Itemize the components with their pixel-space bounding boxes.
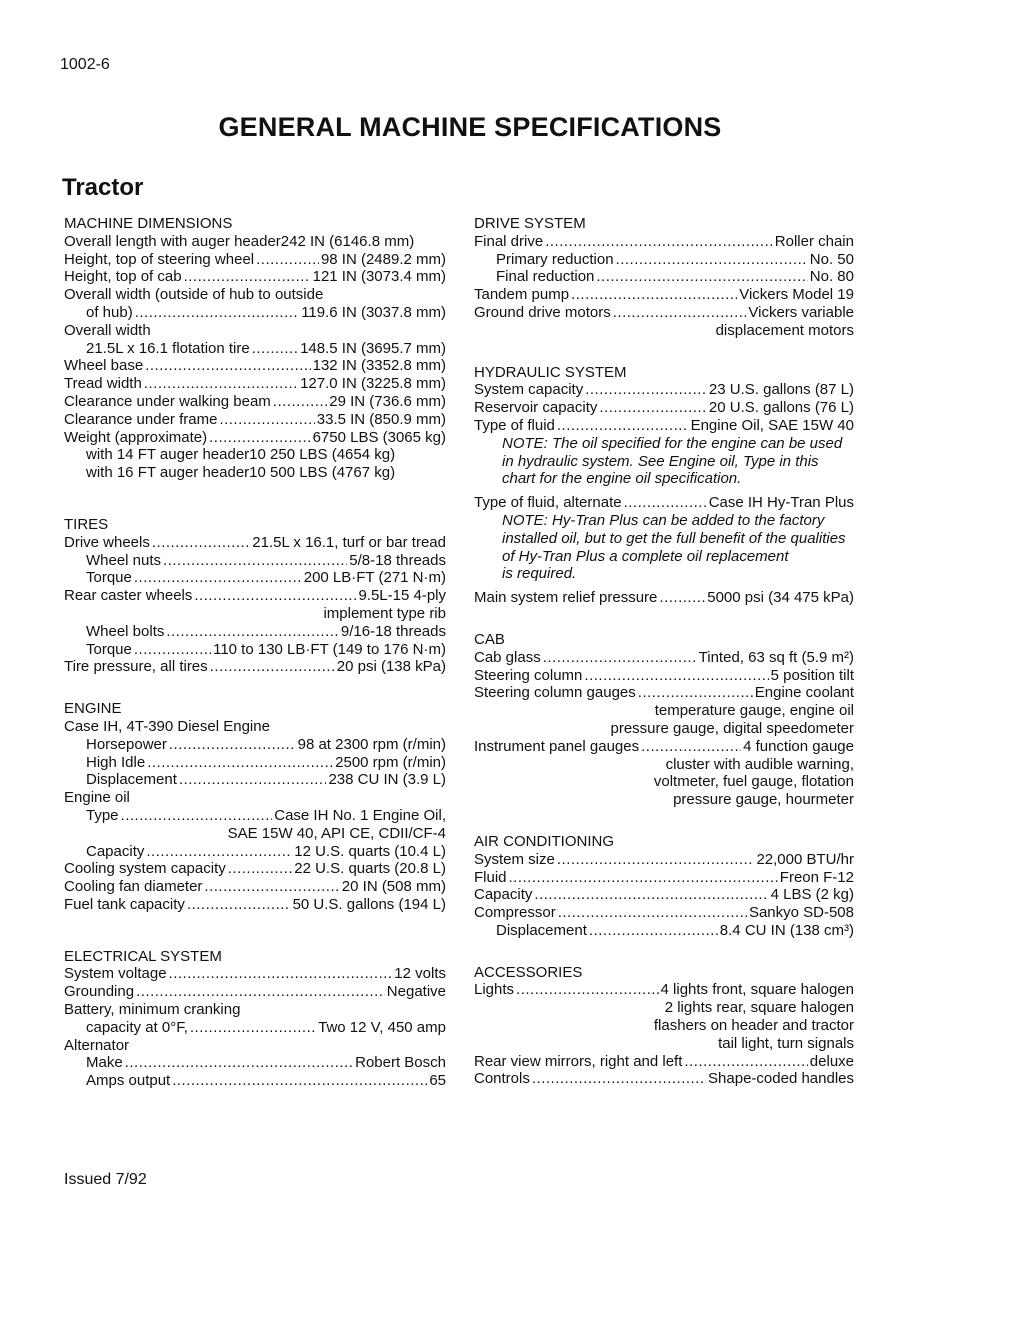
- spec-label: High Idle: [86, 753, 146, 771]
- spec-row: [64, 807, 446, 825]
- spec-label: Rear view mirrors, right and left: [474, 1052, 683, 1070]
- spec-label: Fuel tank capacity: [64, 895, 185, 913]
- spec-row: [64, 429, 446, 447]
- spec-row: [474, 886, 854, 904]
- spec-row: [474, 589, 854, 607]
- spec-value: 132 IN (3352.8 mm): [312, 357, 446, 375]
- spec-value: 22 U.S. quarts (20.8 L): [294, 860, 446, 878]
- spec-label: Final reduction: [496, 268, 595, 286]
- spec-row: [474, 851, 854, 869]
- spec-label: Grounding: [64, 983, 135, 1001]
- spec-value: 5 position tilt: [770, 666, 854, 684]
- spec-value: Vickers variable: [748, 303, 854, 321]
- spec-value: 65: [429, 1072, 446, 1090]
- spec-label: Displacement: [86, 771, 177, 789]
- spec-continuation: tail light, turn signals: [718, 1034, 854, 1052]
- spec-continuation: temperature gauge, engine oil: [654, 702, 854, 720]
- electrical-heading: ELECTRICAL SYSTEM: [64, 947, 222, 965]
- spec-row: [64, 658, 446, 676]
- spec-row: [64, 736, 446, 754]
- spec-line: with 16 FT auger header10 500 LBS (4767 kg): [86, 464, 396, 482]
- hydraulic-note: chart for the engine oil specification.: [502, 470, 742, 488]
- issued-date: Issued 7/92: [64, 1171, 147, 1188]
- spec-line: Overall width (outside of hub to outside: [64, 286, 324, 304]
- spec-row: [64, 411, 446, 429]
- spec-row: [64, 754, 446, 772]
- spec-value: Engine Oil, SAE 15W 40: [690, 416, 854, 434]
- spec-row: [64, 641, 446, 659]
- spec-row: [64, 534, 446, 552]
- spec-value: 29 IN (736.6 mm): [329, 392, 446, 410]
- spec-label: Fluid: [474, 868, 507, 886]
- spec-row: [474, 904, 854, 922]
- spec-value: deluxe: [809, 1052, 854, 1070]
- drive-system-heading: DRIVE SYSTEM: [474, 215, 586, 232]
- spec-value: 23 U.S. gallons (87 L): [708, 381, 854, 399]
- spec-label: Wheel bolts: [86, 622, 165, 640]
- spec-value: 4 lights front, square halogen: [660, 981, 854, 999]
- spec-value: 12 U.S. quarts (10.4 L): [294, 842, 446, 860]
- spec-row: [474, 304, 854, 322]
- spec-label: Cooling system capacity: [64, 860, 226, 878]
- spec-value: 6750 LBS (3065 kg): [312, 428, 446, 446]
- spec-label: Reservoir capacity: [474, 399, 598, 417]
- spec-label: Rear caster wheels: [64, 587, 193, 605]
- spec-value: 4 LBS (2 kg): [770, 886, 854, 904]
- spec-label: Final drive: [474, 232, 544, 250]
- spec-label: System voltage: [64, 965, 167, 983]
- hydraulic-heading: HYDRAULIC SYSTEM: [474, 363, 627, 381]
- spec-line: Alternator: [64, 1036, 130, 1054]
- spec-label: Ground drive motors: [474, 303, 611, 321]
- spec-value: 110 to 130 LB·FT (149 to 176 N·m): [213, 640, 446, 658]
- spec-continuation: 2 lights rear, square halogen: [664, 999, 854, 1017]
- tires-heading: TIRES: [64, 515, 109, 533]
- hydraulic-note: NOTE: Hy-Tran Plus can be added to the factory: [502, 511, 825, 529]
- spec-label: Clearance under walking beam: [64, 392, 271, 410]
- spec-row: [474, 494, 854, 512]
- spec-label: Type of fluid, alternate: [474, 494, 622, 512]
- spec-label: Torque: [86, 640, 132, 658]
- spec-row: [64, 375, 446, 393]
- spec-continuation: flashers on header and tractor: [653, 1017, 854, 1035]
- spec-line: Overall width: [64, 321, 151, 339]
- spec-label: of hub): [86, 303, 133, 321]
- spec-row: [474, 649, 854, 667]
- spec-row: [64, 983, 446, 1001]
- spec-row: [64, 393, 446, 411]
- spec-row: [474, 684, 854, 702]
- spec-row: [474, 286, 854, 304]
- spec-continuation: pressure gauge, digital speedometer: [610, 719, 854, 737]
- spec-value: 8.4 CU IN (138 cm³): [719, 921, 854, 939]
- spec-row: [474, 1053, 854, 1071]
- spec-label: Weight (approximate): [64, 428, 208, 446]
- machine-dimensions-heading: MACHINE DIMENSIONS: [64, 215, 233, 232]
- spec-row: [474, 251, 854, 269]
- spec-row: [64, 1054, 446, 1072]
- spec-label: Steering column: [474, 666, 583, 684]
- spec-label: Cooling fan diameter: [64, 878, 203, 896]
- spec-line: Case IH, 4T-390 Diesel Engine: [64, 717, 270, 735]
- spec-value: Freon F-12: [779, 868, 854, 886]
- spec-line: Engine oil: [64, 789, 130, 807]
- spec-row: [64, 569, 446, 587]
- spec-row: [474, 381, 854, 399]
- spec-row: [64, 251, 446, 269]
- spec-label: Wheel base: [64, 357, 144, 375]
- spec-label: 21.5L x 16.1 flotation tire: [86, 339, 250, 357]
- spec-label: Make: [86, 1054, 123, 1072]
- spec-value: 5/8-18 threads: [349, 551, 446, 569]
- spec-label: Lights: [474, 981, 515, 999]
- spec-row: [474, 417, 854, 435]
- engine-heading: ENGINE: [64, 700, 122, 718]
- spec-label: Tread width: [64, 375, 142, 393]
- page-number: 1002-6: [60, 56, 110, 73]
- spec-row: [64, 587, 446, 605]
- spec-value: 9/16-18 threads: [340, 622, 446, 640]
- spec-label: Torque: [86, 569, 132, 587]
- spec-label: capacity at 0°F,: [86, 1018, 188, 1036]
- spec-value: 5000 psi (34 475 kPa): [707, 589, 854, 607]
- spec-value: No. 80: [809, 268, 854, 286]
- spec-row: [474, 1070, 854, 1088]
- spec-continuation: displacement motors: [715, 321, 854, 339]
- spec-row: [64, 896, 446, 914]
- spec-label: Clearance under frame: [64, 410, 218, 428]
- spec-value: 98 at 2300 rpm (r/min): [297, 735, 446, 753]
- spec-value: 21.5L x 16.1, turf or bar tread: [252, 533, 446, 551]
- spec-value: Tinted, 63 sq ft (5.9 m²): [698, 648, 854, 666]
- right-column: [474, 215, 854, 1088]
- spec-row: [64, 878, 446, 896]
- spec-row: [64, 340, 446, 358]
- spec-row: [64, 623, 446, 641]
- spec-row: [64, 268, 446, 286]
- spec-value: 119.6 IN (3037.8 mm): [301, 303, 446, 321]
- spec-row: [474, 268, 854, 286]
- spec-label: Main system relief pressure: [474, 589, 658, 607]
- spec-continuation: SAE 15W 40, API CE, CDII/CF-4: [227, 824, 446, 842]
- spec-label: Type of fluid: [474, 416, 555, 434]
- spec-value: 238 CU IN (3.9 L): [328, 771, 446, 789]
- spec-continuation: cluster with audible warning,: [665, 755, 854, 773]
- spec-row: [474, 233, 854, 251]
- spec-value: Roller chain: [774, 232, 854, 250]
- spec-label: Cab glass: [474, 648, 541, 666]
- spec-row: [64, 860, 446, 878]
- spec-row: [474, 922, 854, 940]
- spec-row: [64, 1072, 446, 1090]
- spec-line: Battery, minimum cranking: [64, 1001, 241, 1019]
- spec-value: 9.5L-15 4-ply: [358, 587, 446, 605]
- spec-value: 127.0 IN (3225.8 mm): [300, 375, 446, 393]
- spec-label: Controls: [474, 1070, 530, 1088]
- spec-value: Two 12 V, 450 amp: [318, 1018, 446, 1036]
- spec-label: Tire pressure, all tires: [64, 658, 208, 676]
- spec-continuation: voltmeter, fuel gauge, flotation: [653, 773, 854, 791]
- spec-row: [64, 843, 446, 861]
- spec-label: Type: [86, 806, 119, 824]
- hydraulic-note: installed oil, but to get the full benefit of the qualities: [502, 529, 846, 547]
- spec-value: 12 volts: [394, 965, 446, 983]
- spec-continuation: implement type rib: [323, 604, 446, 622]
- spec-value: 50 U.S. gallons (194 L): [292, 895, 446, 913]
- spec-label: Wheel nuts: [86, 551, 162, 569]
- spec-row: [474, 738, 854, 756]
- spec-label: Height, top of steering wheel: [64, 250, 255, 268]
- air-conditioning-heading: AIR CONDITIONING: [474, 832, 615, 850]
- spec-value: Vickers Model 19: [739, 286, 854, 304]
- spec-row: [64, 357, 446, 375]
- spec-value: Case IH No. 1 Engine Oil,: [274, 806, 446, 824]
- spec-value: 148.5 IN (3695.7 mm): [300, 339, 446, 357]
- hydraulic-note: is required.: [502, 565, 577, 583]
- spec-line: with 14 FT auger header10 250 LBS (4654 kg): [86, 446, 396, 464]
- hydraulic-note: of Hy-Tran Plus a complete oil replacement: [502, 547, 789, 565]
- spec-row: [64, 1019, 446, 1037]
- spec-row: [474, 981, 854, 999]
- hydraulic-note: in hydraulic system. See Engine oil, Type in this: [502, 452, 819, 470]
- spec-row: [474, 399, 854, 417]
- spec-value: 121 IN (3073.4 mm): [312, 268, 446, 286]
- spec-row: [474, 869, 854, 887]
- spec-label: Horsepower: [86, 735, 167, 753]
- spec-value: 20 IN (508 mm): [341, 878, 446, 896]
- spec-value: 200 LB·FT (271 N·m): [303, 569, 446, 587]
- spec-label: Displacement: [496, 921, 587, 939]
- spec-label: Primary reduction: [496, 250, 614, 268]
- spec-row: [64, 771, 446, 789]
- spec-value: 2500 rpm (r/min): [335, 753, 446, 771]
- spec-value: No. 50: [809, 250, 854, 268]
- spec-label: Compressor: [474, 904, 556, 922]
- spec-label: Steering column gauges: [474, 684, 636, 702]
- spec-value: 22,000 BTU/hr: [756, 850, 854, 868]
- spec-value: 20 psi (138 kPa): [336, 658, 446, 676]
- spec-value: 20 U.S. gallons (76 L): [708, 399, 854, 417]
- left-column: [64, 215, 446, 1090]
- spec-row: [474, 667, 854, 685]
- spec-value: Negative: [386, 983, 446, 1001]
- spec-line: Overall length with auger header242 IN (6146.8 mm): [64, 232, 415, 250]
- spec-value: Case IH Hy-Tran Plus: [708, 494, 854, 512]
- spec-label: Capacity: [86, 842, 145, 860]
- spec-value: 4 function gauge: [743, 737, 854, 755]
- spec-row: [64, 552, 446, 570]
- cab-heading: CAB: [474, 630, 505, 648]
- spec-value: Shape-coded handles: [708, 1070, 854, 1088]
- accessories-heading: ACCESSORIES: [474, 963, 583, 981]
- hydraulic-note: NOTE: The oil specified for the engine can be used: [502, 434, 843, 452]
- section-title: Tractor: [62, 174, 144, 201]
- spec-label: Drive wheels: [64, 533, 150, 551]
- spec-continuation: pressure gauge, hourmeter: [673, 791, 854, 809]
- spec-label: Capacity: [474, 886, 533, 904]
- spec-label: Tandem pump: [474, 286, 570, 304]
- spec-row: [64, 304, 446, 322]
- spec-value: Robert Bosch: [355, 1054, 446, 1072]
- spec-label: Height, top of cab: [64, 268, 182, 286]
- spec-row: [64, 965, 446, 983]
- spec-label: System capacity: [474, 381, 584, 399]
- spec-value: 98 IN (2489.2 mm): [320, 250, 446, 268]
- spec-value: Sankyo SD-508: [748, 904, 854, 922]
- page-title: GENERAL MACHINE SPECIFICATIONS: [218, 112, 722, 142]
- spec-label: Amps output: [86, 1072, 171, 1090]
- spec-value: 33.5 IN (850.9 mm): [316, 410, 446, 428]
- spec-label: Instrument panel gauges: [474, 737, 640, 755]
- spec-value: Engine coolant: [754, 684, 854, 702]
- spec-label: System size: [474, 850, 555, 868]
